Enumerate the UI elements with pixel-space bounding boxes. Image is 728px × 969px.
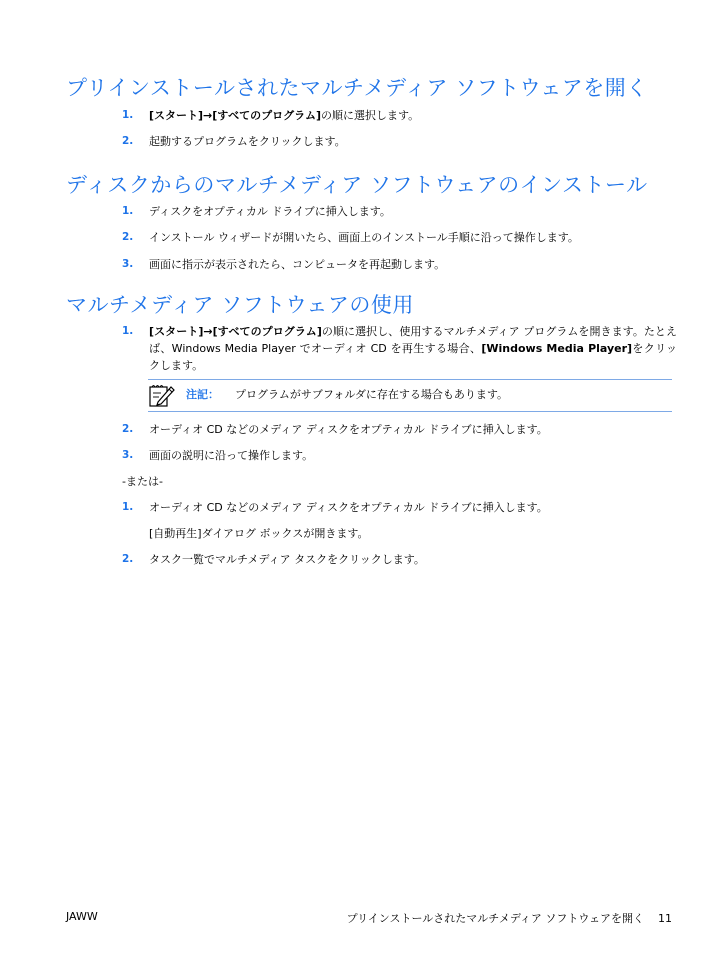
step-number: 2. [122, 553, 134, 565]
step-number: 2. [122, 423, 134, 435]
section-heading-using-software: マルチメディア ソフトウェアの使用 [66, 293, 414, 317]
list-item [122, 323, 677, 374]
list-item [122, 499, 677, 516]
list-item [122, 421, 677, 438]
list-item [122, 551, 677, 568]
menu-path: [スタート]→[すべてのプログラム] [149, 109, 321, 122]
step-text: 起動するプログラムをクリックします。 [149, 135, 346, 148]
list-item [122, 447, 677, 464]
page-number: 11 [658, 912, 672, 925]
step-text-middle: の順に選択し、使用するマルチメディア プログラムを開きます。たとえば、Windows Media Player でオーディオ CD を再生する場合、 [149, 325, 677, 355]
step-number: 2. [122, 135, 134, 147]
step-text: タスク一覧でマルチメディア タスクをクリックします。 [149, 553, 425, 566]
step-text: 画面に指示が表示されたら、コンピュータを再起動します。 [149, 258, 446, 271]
step-number: 3. [122, 449, 134, 461]
step-text: ディスクをオプティカル ドライブに挿入します。 [149, 205, 391, 218]
step-text [149, 107, 677, 124]
step-number: 3. [122, 258, 134, 270]
step-text: 画面の説明に沿って操作します。 [149, 449, 314, 462]
step-number: 1. [122, 205, 134, 217]
footer-right [347, 910, 672, 926]
step-number: 1. [122, 325, 134, 337]
note-pencil-icon [148, 382, 176, 408]
step-number: 1. [122, 109, 134, 121]
list-item [122, 203, 677, 220]
section-heading-open-software: プリインストールされたマルチメディア ソフトウェアを開く [66, 76, 648, 100]
step-text: オーディオ CD などのメディア ディスクをオプティカル ドライブに挿入します。 [149, 423, 548, 436]
section-heading-install-from-disc: ディスクからのマルチメディア ソフトウェアのインストール [66, 173, 648, 197]
list-item [122, 107, 677, 124]
note-label: 注記： [186, 388, 219, 401]
step-text [149, 323, 677, 374]
step-text-end: をクリックします。 [149, 342, 678, 372]
program-name: [Windows Media Player] [481, 342, 633, 355]
or-separator: -または- [122, 475, 163, 488]
list-item [122, 229, 677, 246]
note-box [148, 379, 672, 412]
footer-left-label: JAWW [66, 910, 98, 923]
footer-title: プリインストールされたマルチメディア ソフトウェアを開く [346, 912, 644, 925]
step-number: 2. [122, 231, 134, 243]
list-item [122, 133, 677, 150]
step-subtext: [自動再生]ダイアログ ボックスが開きます。 [149, 527, 369, 540]
note-text: プログラムがサブフォルダに存在する場合もあります。 [235, 388, 509, 401]
step-text-rest: の順に選択します。 [321, 109, 420, 122]
step-number: 1. [122, 501, 134, 513]
list-item [122, 256, 677, 273]
step-text: インストール ウィザードが開いたら、画面上のインストール手順に沿って操作します。 [149, 231, 579, 244]
menu-path: [スタート]→[すべてのプログラム] [149, 325, 322, 338]
step-text: オーディオ CD などのメディア ディスクをオプティカル ドライブに挿入します。 [149, 501, 548, 514]
